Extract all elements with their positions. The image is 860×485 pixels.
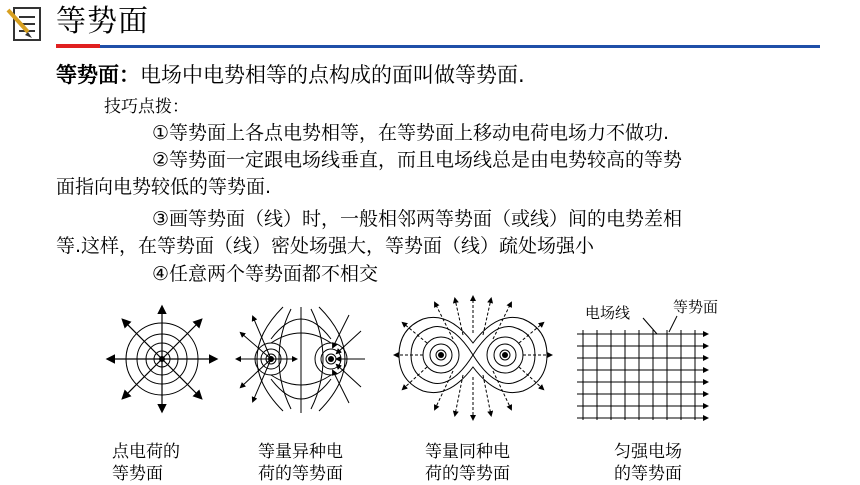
tip-item-3-line-2: 等.这样，在等势面（线）密处场强大，等势面（线）疏处场强小: [56, 235, 595, 257]
page-title: 等势面: [56, 4, 149, 39]
tips-heading: 技巧点拨：: [104, 97, 189, 117]
point-charge-caption-1: 点电荷的: [112, 442, 180, 462]
like-charges-diagram: [393, 293, 553, 423]
tip-item-3-line-1: ③画等势面（线）时，一般相邻两等势面（或线）间的电势差相: [152, 208, 683, 230]
uniform-field-diagram: [565, 292, 745, 427]
field-line-label: 电场线: [585, 304, 631, 322]
point-charge-caption-2: 等势面: [112, 464, 163, 484]
like-charges-caption-2: 荷的等势面: [425, 464, 510, 484]
tip-item-2-line-2: 面指向电势较低的等势面.: [56, 176, 272, 198]
title-accent-bar: [56, 44, 100, 48]
point-charge-diagram: [105, 303, 220, 415]
definition-term: 等势面：: [56, 63, 140, 87]
opposite-charges-caption-2: 荷的等势面: [258, 464, 343, 484]
definition: [56, 62, 525, 88]
equipotential-label: 等势面: [673, 298, 719, 316]
uniform-field-caption-2: 的等势面: [614, 464, 682, 484]
opposite-charges-diagram: [233, 303, 379, 420]
notebook-pencil-icon: [6, 4, 46, 44]
like-charges-caption-1: 等量同种电: [425, 442, 510, 462]
tip-item-4: ④任意两个等势面都不相交: [152, 263, 379, 285]
definition-text: 电场中电势相等的点构成的面叫做等势面.: [140, 63, 525, 87]
tip-item-1: ①等势面上各点电势相等，在等势面上移动电荷电场力不做功.: [152, 122, 670, 144]
title-rule: [100, 45, 820, 48]
opposite-charges-caption-1: 等量异种电: [258, 442, 343, 462]
uniform-field-caption-1: 匀强电场: [614, 442, 682, 462]
tip-item-2-line-1: ②等势面一定跟电场线垂直，而且电场线总是由电势较高的等势: [152, 149, 683, 171]
